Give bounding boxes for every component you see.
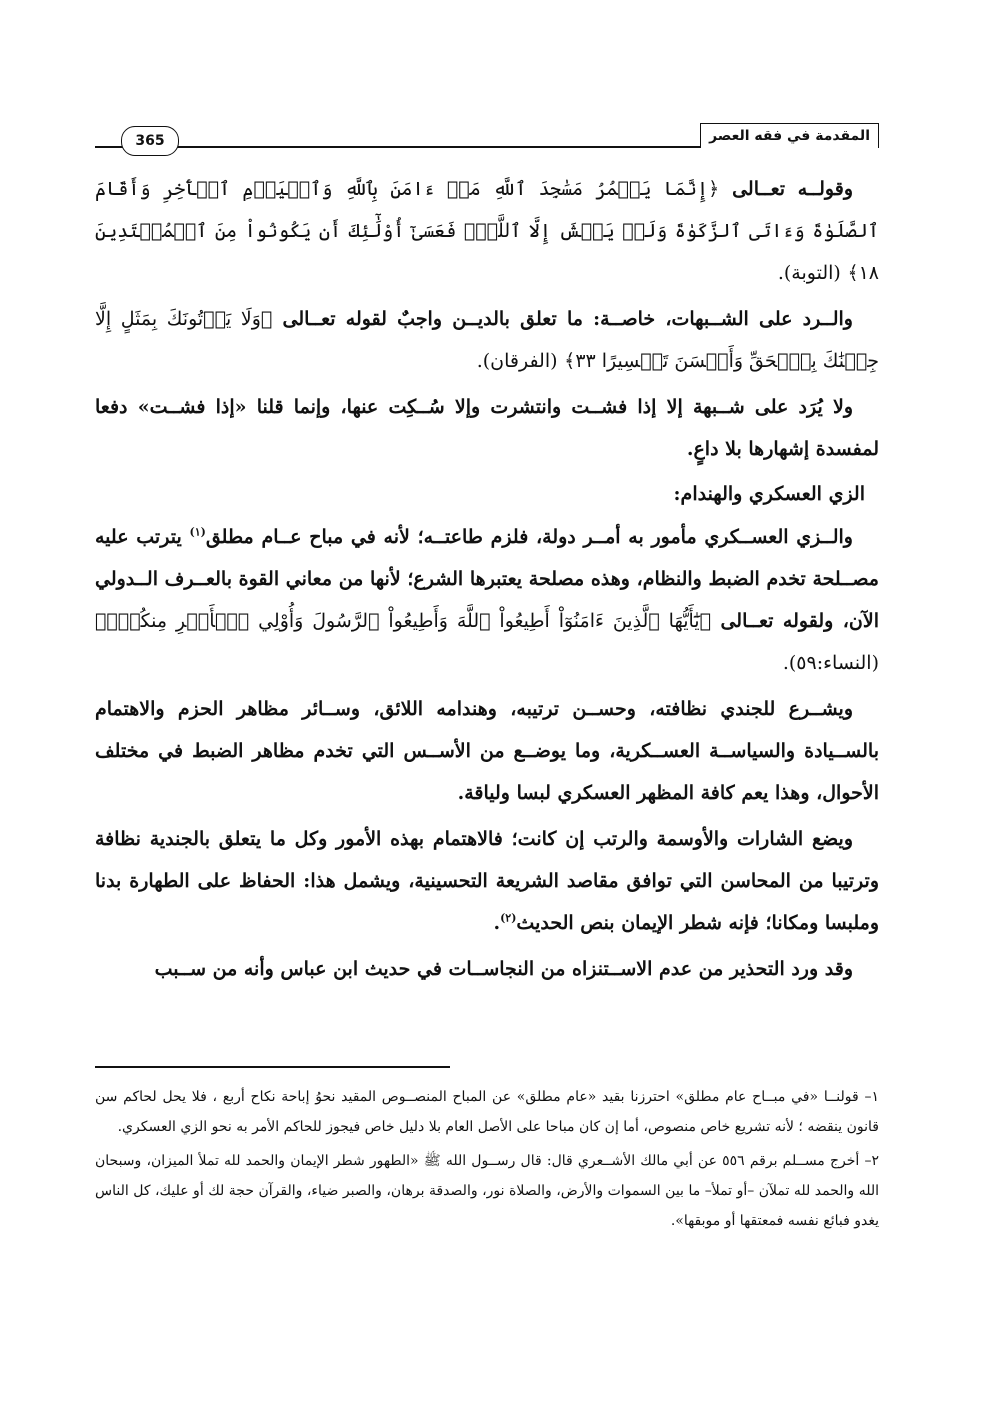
quran-verse: ﴿إِنَّمَا يَعۡمُرُ مَسَٰجِدَ ٱللَّهِ مَنۡ ءَامَنَ بِٱللَّهِ وَٱلۡيَوۡمِ ٱلۡأٓخِرِ وَأَقَامَ ٱلصَّلَوٰةَ وَءَاتَى ٱلزَّكَوٰةَ وَلَمۡ يَخۡشَ إِلَّا ٱللَّهَۖ فَعَسَىٰٓ أُوْلَٰٓئِكَ أَن يَكُونُواْ مِنَ ٱلۡمُهۡتَدِينَ ١٨﴾	[95, 178, 879, 284]
paragraph-end: .	[493, 912, 501, 934]
paragraph-impurity-warning: وقد ورد التحذير من عدم الاســتنزاه من النجاســات في حديث ابن عباس وأنه من ســبب	[154, 958, 853, 980]
footnote-marker-1[interactable]: (١)	[189, 525, 206, 539]
footnote-2: ٢– أخرج مســلم برقم ٥٥٦ عن أبي مالك الأشــعري قال: قال رســول الله ﷺ «الطهور شطر الإيمان والحمد لله تملأ الميزان، وسبحان الله والحمد لله تملآن –أو تملأ– ما بين السموات والأرض، والصلاة نور، والصدقة برهان، والصبر ضياء، والقرآن حجة لك أو عليك، كل الناس يغدو فبائع نفسه فمعتقها أو موبقها».	[95, 1153, 879, 1229]
paragraph-intro: وقولــه تعــالى	[732, 178, 853, 200]
paragraph-doubt-spread: ولا يُرَد على شــبهة إلا إذا فشــت وانتشرت وإلا سُــكِت عنها، وإنما قلنا «إذا فشــت» دفعا لمفسدة إشهارها بلا داعٍ.	[95, 396, 879, 460]
surah-reference: (الفرقان).	[476, 350, 558, 372]
footnote-1: ١– قولنــا «في مبــاح عام مطلق» احترزنا بقيد «عام مطلق» عن المباح المنصــوص المقيد نحوُ إباحة نكاح أربع ، فلا يحل لحاكم سن قانون ينقضه ؛ لأنه تشريع خاص منصوص، أما إن كان مباحا على الأصل العام بلا دليل خاص فيجوز للحاكم الأمر به نحو الزي العسكري.	[95, 1089, 879, 1135]
paragraph-intro: والــرد على الشــبهات، خاصــة: ما تعلق بالديــن واجبٌ لقوله تعــالى	[282, 308, 853, 330]
page-number: 365	[121, 126, 179, 156]
surah-reference: (النساء:٥٩).	[782, 652, 879, 674]
section-heading: الزي العسكري والهندام:	[673, 483, 865, 505]
paragraph-quran-tawba	[95, 168, 879, 294]
page-header	[95, 118, 879, 148]
main-text	[95, 168, 879, 994]
paragraph-refuting-doubts	[95, 298, 879, 382]
quran-verse: ﴿يَٰٓأَيُّهَا ٱلَّذِينَ ءَامَنُوٓاْ أَطِيعُواْ ٱللَّهَ وَأَطِيعُواْ ٱلرَّسُولَ وَأُوْلِي ٱلۡأَمۡرِ مِنكُمۡۖ﴾	[95, 610, 711, 632]
quran-verse: ﴿وَلَا يَأۡتُونَكَ بِمَثَلٍ إِلَّا جِئۡنَٰكَ بِٱلۡحَقِّ وَأَحۡسَنَ تَفۡسِيرًا ٣٣﴾	[95, 308, 879, 372]
paragraph-military-uniform	[95, 516, 879, 684]
paragraph-soldier-appearance: ويشــرع للجندي نظافته، وحســن ترتيبه، وهندامه اللائق، وســائر مظاهر الحزم والاهتمام بالســيادة والسياســة العســكرية، وما يوضــع من الأســس التي تخدم مظاهر الضبط في مختلف الأحوال، وهذا يعم كافة المظهر العسكري لبسا ولياقة.	[95, 698, 879, 804]
footnotes	[95, 1082, 879, 1240]
paragraph-text: والــزي العســكري مأمور به أمــر دولة، فلزم طاعتــه؛ لأنه في مباح عــام مطلق	[205, 526, 853, 548]
paragraph-text: يترتب عليه مصــلحة تخدم الضبط والنظام، وهذه مصلحة يعتبرها الشرع؛ لأنها من معاني القوة بالعــرف الــدولي الآن، ولقوله تعــالى	[95, 526, 879, 632]
paragraph-insignia	[95, 818, 879, 944]
footnote-marker-2[interactable]: (٢)	[500, 911, 517, 925]
book-title: المقدمة في فقه العصر	[700, 123, 879, 148]
surah-reference: (التوبة).	[777, 262, 841, 284]
paragraph-text: ويضع الشارات والأوسمة والرتب إن كانت؛ فالاهتمام بهذه الأمور وكل ما يتعلق بالجندية نظافة وترتيبا من المحاسن التي توافق مقاصد الشريعة التحسينية، ويشمل هذا: الحفاظ على الطهارة بدنا وملبسا ومكانا؛ فإنه شطر الإيمان بنص الحديث	[95, 828, 879, 934]
footnote-separator	[95, 1066, 450, 1068]
